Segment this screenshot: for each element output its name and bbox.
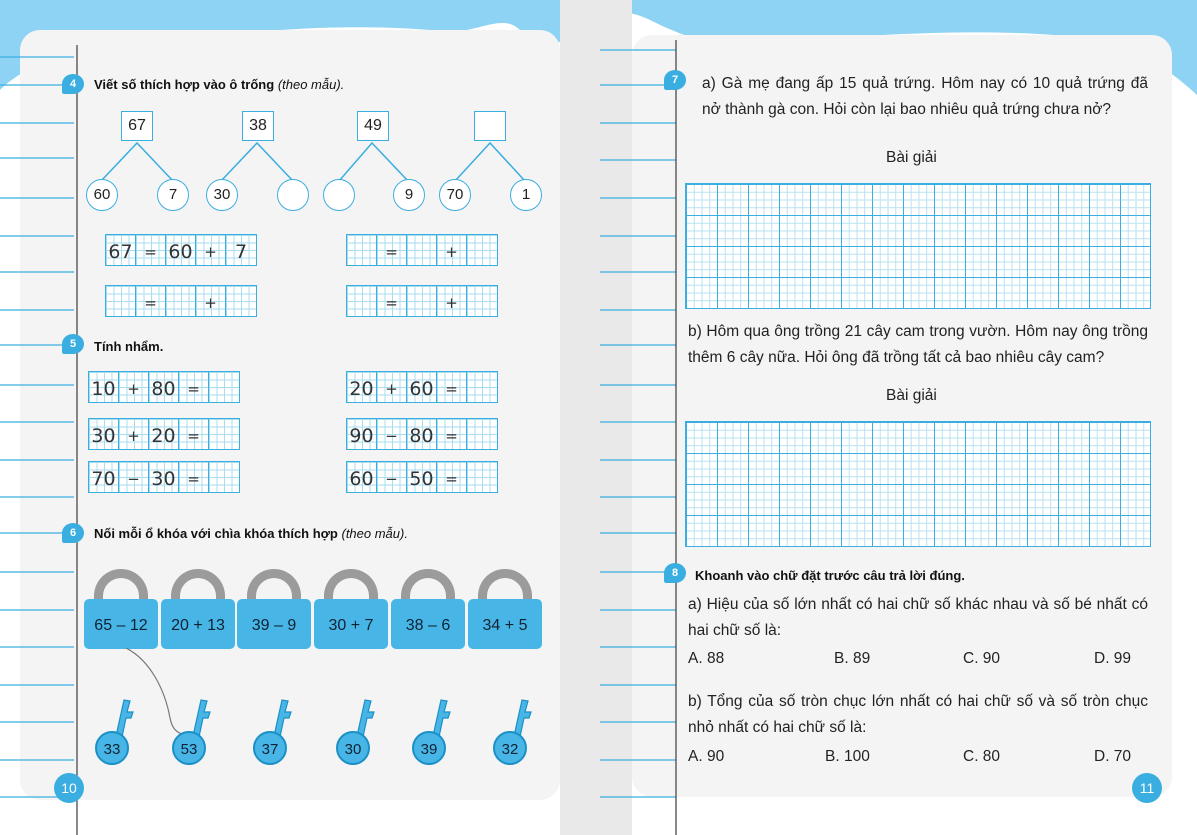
cell: 60	[407, 372, 437, 402]
question-7-badge: 7	[664, 70, 686, 90]
cell: 60	[166, 235, 196, 265]
cell: 67	[106, 235, 136, 265]
cell: =	[377, 235, 407, 265]
key-2[interactable]	[172, 701, 208, 765]
cell: +	[437, 286, 467, 316]
lock-label: 38 – 6	[391, 599, 465, 649]
cell: =	[179, 462, 209, 492]
cell: 80	[149, 372, 179, 402]
key-label: 39	[412, 731, 446, 765]
option-8b-D[interactable]: D. 70	[1094, 748, 1132, 765]
tree-3-right: 9	[393, 179, 425, 211]
lock-label: 20 + 13	[161, 599, 235, 649]
key-label: 33	[95, 731, 129, 765]
cell: 60	[347, 462, 377, 492]
key-label: 32	[493, 731, 527, 765]
tree-1-left: 60	[86, 179, 118, 211]
question-6-note: (theo mẫu).	[341, 526, 408, 541]
key-3[interactable]	[253, 701, 289, 765]
cell: =	[437, 462, 467, 492]
cell: 20	[347, 372, 377, 402]
answer-grid-b[interactable]	[685, 421, 1151, 547]
cell: −	[377, 462, 407, 492]
answer-grid-a[interactable]	[685, 183, 1151, 309]
cell: 90	[347, 419, 377, 449]
option-8b-C[interactable]: C. 80	[963, 748, 1001, 765]
cell: =	[437, 419, 467, 449]
cell: =	[179, 372, 209, 402]
key-4[interactable]	[336, 701, 372, 765]
question-4-title-text: Viết số thích hợp vào ô trống	[94, 77, 275, 92]
lock-label: 39 – 9	[237, 599, 311, 649]
key-label: 37	[253, 731, 287, 765]
tree-4-left: 70	[439, 179, 471, 211]
option-8b-A[interactable]: A. 90	[688, 748, 725, 765]
key-label: 53	[172, 731, 206, 765]
cell: 70	[89, 462, 119, 492]
lock-label: 65 – 12	[84, 599, 158, 649]
question-8a-text: a) Hiệu của số lớn nhất có hai chữ số khác nhau và số bé nhất có hai chữ số là:	[688, 596, 1148, 639]
key-6[interactable]	[493, 701, 529, 765]
lock-label: 34 + 5	[468, 599, 542, 649]
cell: 20	[149, 419, 179, 449]
cell: 30	[89, 419, 119, 449]
cell: +	[196, 286, 226, 316]
cell: =	[136, 235, 166, 265]
cell: =	[179, 419, 209, 449]
question-4-note: (theo mẫu).	[277, 77, 345, 92]
cell: +	[437, 235, 467, 265]
cell: +	[377, 372, 407, 402]
key-5[interactable]	[412, 701, 448, 765]
question-8-badge: 8	[664, 563, 686, 583]
solution-label-a: Bài giải	[886, 149, 937, 166]
question-7b-text: b) Hôm qua ông trồng 21 cây cam trong vườn. Hôm nay ông trồng thêm 6 cây nữa. Hỏi ông đã trồng tất cả bao nhiêu cây cam?	[688, 323, 1148, 366]
cell: 30	[149, 462, 179, 492]
page-number-right: 11	[1132, 773, 1162, 803]
question-6-badge: 6	[62, 523, 84, 543]
cell: 50	[407, 462, 437, 492]
cell: +	[119, 419, 149, 449]
tree-3-top: 49	[357, 111, 389, 141]
question-5-title: Tính nhẩm.	[94, 339, 164, 354]
tree-1-top: 67	[121, 111, 153, 141]
cell: =	[136, 286, 166, 316]
tree-1-right: 7	[157, 179, 189, 211]
tree-4-right: 1	[510, 179, 542, 211]
key-label: 30	[336, 731, 370, 765]
option-8b-B[interactable]: B. 100	[825, 748, 870, 765]
option-8a-B[interactable]: B. 89	[834, 650, 871, 667]
question-6-title-text: Nối mỗi ổ khóa với chìa khóa thích hợp	[94, 526, 338, 541]
cell: =	[437, 372, 467, 402]
cell: −	[377, 419, 407, 449]
cell: +	[119, 372, 149, 402]
page-number-left: 10	[54, 773, 84, 803]
option-8a-D[interactable]: D. 99	[1094, 650, 1132, 667]
cell: 7	[226, 235, 256, 265]
question-7a-text: a) Gà mẹ đang ấp 15 quả trứng. Hôm nay có 10 quả trứng đã nở thành gà con. Hỏi còn lại bao nhiêu quả trứng chưa nở?	[702, 75, 1148, 118]
tree-2-left: 30	[206, 179, 238, 211]
cell: 10	[89, 372, 119, 402]
option-8a-C[interactable]: C. 90	[963, 650, 1001, 667]
cell: 80	[407, 419, 437, 449]
option-8a-A[interactable]: A. 88	[688, 650, 725, 667]
cell: −	[119, 462, 149, 492]
question-8-title: Khoanh vào chữ đặt trước câu trả lời đúng.	[695, 568, 965, 583]
question-4-badge: 4	[62, 74, 84, 94]
solution-label-b: Bài giải	[886, 387, 937, 404]
key-1[interactable]	[95, 701, 131, 765]
tree-2-top: 38	[242, 111, 274, 141]
cell: +	[196, 235, 226, 265]
question-8b-text: b) Tổng của số tròn chục lớn nhất có hai chữ số và số tròn chục nhỏ nhất có hai chữ số là:	[688, 693, 1148, 736]
question-5-badge: 5	[62, 334, 84, 354]
lock-label: 30 + 7	[314, 599, 388, 649]
cell: =	[377, 286, 407, 316]
